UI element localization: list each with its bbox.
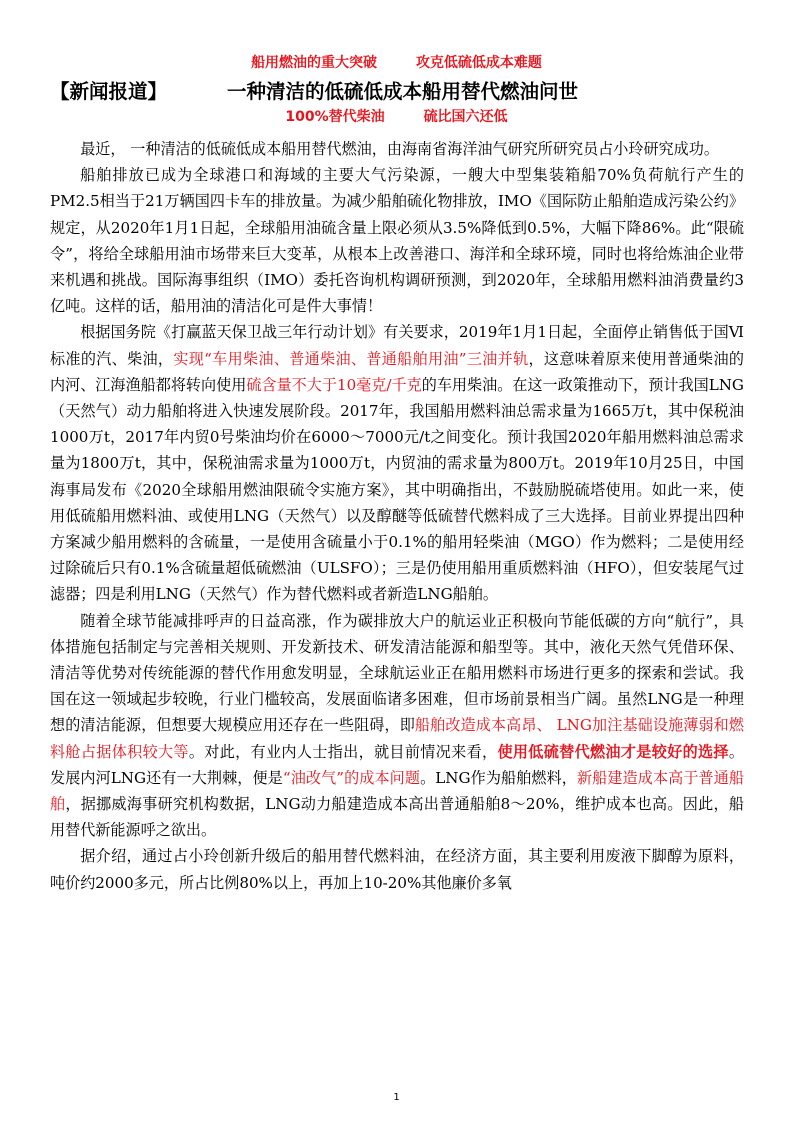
paragraph — [50, 136, 744, 162]
subtitle-top — [0, 52, 793, 72]
title-row — [50, 76, 750, 104]
article-body — [50, 136, 744, 896]
paragraph-text: 。对此，有业内人士指出，就目前情况来看， — [188, 742, 498, 761]
highlighted-text: “油改气”的成本问题 — [282, 768, 421, 787]
subtitle-bottom — [0, 106, 793, 126]
paragraph-text: 船舶排放已成为全球港口和海域的主要大气污染源，一艘大中型集装箱船70%负荷航行产生的PM2.5相当于21万辆国四卡车的排放量。为减少船舶硫化物排放，IMO《国际防止船舶造成污染公约》规定，从2020年1月1日起，全球船用油硫含量上限必须从3.5%降低到0.5%，大幅下降86%。此“限硫令”，将给全球船用油市场带来巨大变革，从根本上改善港口、海洋和全球环境，同时也将给炼油企业带来机遇和挑战。国际海事组织（IMO）委托咨询机构调研预测，到2020年，全球船用燃料油消费量约3亿吨。这样的话，船用油的清洁化可是件大事情！ — [50, 166, 744, 316]
highlighted-text: 使用低硫替代燃油才是较好的选择 — [497, 742, 729, 761]
paragraph-text: 根据国务院《打赢蓝天保卫战三年行动计划》有关要求，2019年1月1日起，全面停止销售低于国Ⅵ标准的汽、柴油， — [50, 323, 744, 368]
paragraph-text: 最近， 一种清洁的低硫低成本船用替代燃油，由海南省海洋油气研究所研究员占小玲研究成功。 — [80, 140, 719, 158]
news-tag: 【新闻报道】 — [50, 80, 168, 103]
page-number: 1 — [393, 1092, 400, 1103]
subtitle-bottom-left: 100%替代柴油 — [285, 109, 385, 125]
paragraph-text: 的车用柴油。在这一政策推动下，预计我国LNG（天然气）动力船舶将进入快速发展阶段。2017年，我国船用燃料油总需求量为1665万t，其中保税油1000万t，2017年内贸0号柴油均价在6000～7000元/t之间变化。预计我国2020年船用燃料油总需求量为1800万t，其中，保税油需求量为1000万t，内贸油的需求量为800万t。2019年10月25日，中国海事局发布《2020全球船用燃油限硫令实施方案》，其中明确指出，不鼓励脱硫塔使用。如此一来，使用低硫船用燃料油、或使用LNG（天然气）以及醇醚等低硫替代燃料成了三大选择。目前业界提出四种方案减少船用燃料的含硫量，一是使用含硫量小于0.1%的船用轻柴油（MGO）作为燃料；二是使用经过除硫后只有0.1%含硫量超低硫燃油（ULSFO）；三是仍使用船用重质燃料油（HFO），但安装尾气过滤器；四是利用LNG（天然气）作为替代燃料或者新造LNG船舶。 — [50, 375, 744, 604]
paragraph-text: ，据挪威海事研究机构数据，LNG动力船建造成本高出普通船舶8～20%，维护成本也高。因此，船用替代新能源呼之欲出。 — [50, 795, 744, 840]
paragraph — [50, 162, 744, 319]
paragraph-text: 。发展内河LNG还有一大荆棘，便是 — [50, 742, 744, 787]
paragraph-text: 。LNG作为船舶燃料， — [420, 768, 577, 787]
paragraph — [50, 843, 744, 895]
highlighted-text: 新船建造成本高于普通船舶 — [50, 768, 744, 814]
highlighted-text: 硫含量不大于10毫克/千克 — [246, 375, 422, 394]
subtitle-top-left: 船用燃油的重大突破 — [251, 55, 378, 71]
highlighted-text: 船舶改造成本高昂、 LNG加注基础设施薄弱和燃料舱占据体积较大等 — [50, 716, 744, 761]
page-title: 一种清洁的低硫低成本船用替代燃油问世 — [227, 80, 579, 103]
paragraph — [50, 608, 744, 844]
highlighted-text: 实现“车用柴油、普通柴油、普通船舶用油”三油并轨 — [173, 349, 529, 368]
paragraph — [50, 319, 744, 607]
subtitle-bottom-right: 硫比国六还低 — [423, 109, 508, 125]
paragraph-text: ，这意味着原来使用普通柴油的内河、江海渔船都将转向使用 — [50, 349, 744, 394]
subtitle-top-right: 攻克低硫低成本难题 — [415, 55, 542, 71]
paragraph-text: 据介绍，通过占小玲创新升级后的船用替代燃料油，在经济方面，其主要利用废液下脚醇为原料，吨价约2000多元，所占比例80%以上，再加上10-20%其他廉价多氧 — [50, 847, 744, 892]
paragraph-text: 随着全球节能减排呼声的日益高涨，作为碳排放大户的航运业正积极向节能低碳的方向“航行”，具体措施包括制定与完善相关规则、开发新技术、研发清洁能源和船型等。其中，液化天然气凭借环保、清洁等优势对传统能源的替代作用愈发明显，全球航运业正在船用燃料市场进行更多的探索和尝试。我国在这一领域起步较晚，行业门槛较高，发展面临诸多困难，但市场前景相当广阔。虽然LNG是一种理想的清洁能源，但想要大规模应用还存在一些阻碍，即 — [50, 611, 744, 735]
